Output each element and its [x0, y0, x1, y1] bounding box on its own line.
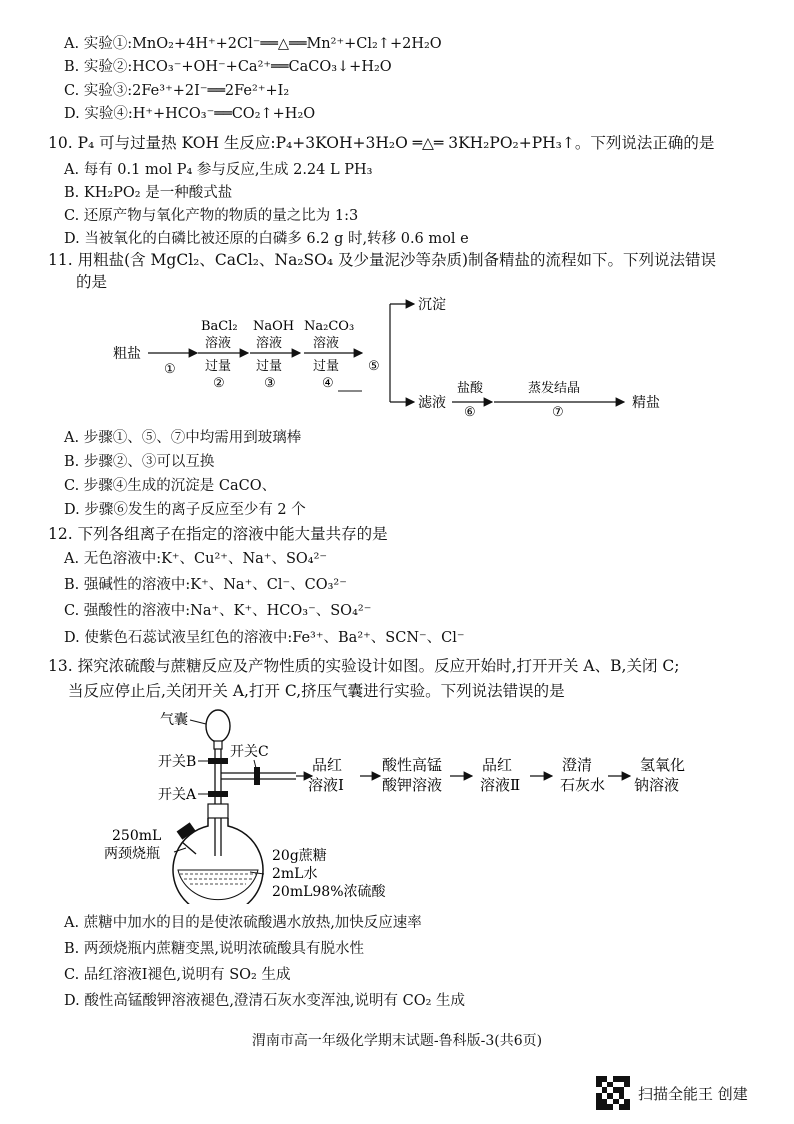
step-7: ⑦	[552, 405, 564, 418]
q13-option-a: A. 蔗糖中加水的目的是使浓硫酸遇水放热,加快反应速率	[64, 915, 422, 931]
q10-stem: 10. P₄ 可与过量热 KOH 生反应:P₄+3KOH+3H₂O ═△═ 3KH₂PO₂+PH₃↑。下列说法正确的是	[48, 134, 715, 152]
q12-option-b: B. 强碱性的溶液中:K⁺、Na⁺、Cl⁻、CO₃²⁻	[64, 577, 347, 593]
q11-stem-cont: 的是	[76, 273, 108, 291]
switch-c	[254, 767, 260, 785]
flow-start: 粗盐	[113, 346, 141, 362]
svg-text:澄清: 澄清	[562, 756, 593, 774]
q12-option-d: D. 使紫色石蕊试液呈红色的溶液中:Fe³⁺、Ba²⁺、SCN⁻、Cl⁻	[64, 630, 465, 646]
q11-option-b: B. 步骤②、③可以互换	[64, 454, 215, 470]
q13-option-d: D. 酸性高锰酸钾溶液褪色,澄清石灰水变浑浊,说明有 CO₂ 生成	[64, 993, 466, 1009]
step-2: ②	[213, 376, 225, 391]
precipitate-label: 沉淀	[418, 297, 446, 313]
reagent-pinkred-1: 溶液Ⅰ	[308, 776, 344, 794]
q11-flowchart	[100, 292, 680, 418]
page-footer: 渭南市高一年级化学期末试题-鲁科版-3(共6页)	[251, 1033, 543, 1049]
svg-text:过量: 过量	[313, 359, 340, 374]
q9-option-a: A. 实验①:MnO₂+4H⁺+2Cl⁻══△══Mn²⁺+Cl₂↑+2H₂O	[64, 36, 442, 52]
svg-text:品红: 品红	[312, 756, 343, 774]
q13-stem-cont: 当反应停止后,关闭开关 A,打开 C,挤压气囊进行实验。下列说法错误的是	[68, 682, 565, 700]
switch-c-label: 开关C	[230, 744, 269, 760]
step-1: ①	[164, 362, 176, 377]
q9-option-c: C. 实验③:2Fe³⁺+2I⁻══2Fe²⁺+I₂	[64, 83, 290, 99]
reagent-bacl2: BaCl₂	[201, 319, 238, 334]
step-3: ③	[264, 376, 276, 391]
svg-text:溶液: 溶液	[313, 336, 340, 351]
q10-option-d: D. 当被氧化的白磷比被还原的白磷多 6.2 g 时,转移 0.6 mol e	[64, 231, 469, 247]
switch-a-label: 开关A	[158, 787, 197, 803]
switch-b-label: 开关B	[158, 754, 197, 770]
q12-option-c: C. 强酸性的溶液中:Na⁺、K⁺、HCO₃⁻、SO₄²⁻	[64, 603, 372, 619]
svg-text:氢氧化: 氢氧化	[640, 756, 686, 774]
q11-stem: 11. 用粗盐(含 MgCl₂、CaCl₂、Na₂SO₄ 及少量泥沙等杂质)制备精盐的流程如下。下列说法错误	[48, 251, 717, 269]
hcl-label: 盐酸	[457, 381, 484, 396]
sugar-label: 20g蔗糖	[272, 848, 327, 864]
step-5: ⑤	[368, 359, 380, 374]
svg-text:酸性高锰: 酸性高锰	[382, 756, 443, 774]
flask-name: 两颈烧瓶	[104, 846, 160, 862]
q10-option-a: A. 每有 0.1 mol P₄ 参与反应,生成 2.24 L PH₃	[64, 162, 373, 178]
reagent-limewater: 石灰水	[560, 776, 606, 794]
svg-text:过量: 过量	[205, 359, 232, 374]
svg-text:溶液: 溶液	[205, 336, 232, 351]
flask-liquid	[178, 870, 258, 900]
reagent-naoh: 钠溶液	[634, 776, 680, 794]
q10-option-b: B. KH₂PO₂ 是一种酸式盐	[64, 185, 233, 201]
step-4: ④	[322, 376, 334, 391]
svg-text:过量: 过量	[256, 359, 283, 374]
reagent-naoh: NaOH	[253, 319, 295, 334]
q9-option-b: B. 实验②:HCO₃⁻+OH⁻+Ca²⁺══CaCO₃↓+H₂O	[64, 59, 392, 75]
acid-label: 20mL98%浓硫酸	[272, 884, 386, 900]
balloon-label: 气囊	[160, 712, 188, 728]
q10-option-c: C. 还原产物与氧化产物的物质的量之比为 1:3	[64, 208, 359, 224]
switch-a	[208, 791, 228, 797]
evap-label: 蒸发结晶	[528, 381, 581, 396]
reagent-na2co3: Na₂CO₃	[304, 319, 355, 334]
svg-text:溶液: 溶液	[256, 336, 283, 351]
q12-stem: 12. 下列各组离子在指定的溶液中能大量共存的是	[48, 525, 388, 543]
q11-option-c: C. 步骤④生成的沉淀是 CaCO、	[64, 478, 277, 494]
scanner-watermark	[596, 1076, 748, 1110]
filtrate-label: 滤液	[418, 395, 446, 411]
water-label: 2mL水	[272, 866, 318, 882]
switch-b	[208, 758, 228, 764]
balloon	[206, 710, 230, 742]
q13-apparatus-diagram	[100, 704, 720, 904]
reagent-kmno4: 酸钾溶液	[382, 776, 443, 794]
flask-volume: 250mL	[112, 828, 162, 844]
q13-option-b: B. 两颈烧瓶内蔗糖变黑,说明浓硫酸具有脱水性	[64, 941, 364, 957]
q11-option-a: A. 步骤①、⑤、⑦中均需用到玻璃棒	[64, 430, 302, 446]
q9-option-d: D. 实验④:H⁺+HCO₃⁻══CO₂↑+H₂O	[64, 106, 316, 122]
qr-code-icon	[596, 1076, 630, 1110]
reagent-pinkred-2: 溶液Ⅱ	[480, 776, 521, 794]
product-label: 精盐	[632, 395, 660, 411]
q12-option-a: A. 无色溶液中:K⁺、Cu²⁺、Na⁺、SO₄²⁻	[64, 551, 328, 567]
q13-option-c: C. 品红溶液Ⅰ褪色,说明有 SO₂ 生成	[64, 967, 291, 983]
step-6: ⑥	[464, 405, 476, 418]
flask-side-neck	[177, 822, 196, 839]
q13-stem: 13. 探究浓硫酸与蔗糖反应及产物性质的实验设计如图。反应开始时,打开开关 A、B,关闭 C;	[48, 657, 680, 675]
watermark-text: 扫描全能王 创建	[638, 1084, 748, 1103]
q11-option-d: D. 步骤⑥发生的离子反应至少有 2 个	[64, 502, 306, 518]
svg-text:品红: 品红	[482, 756, 513, 774]
